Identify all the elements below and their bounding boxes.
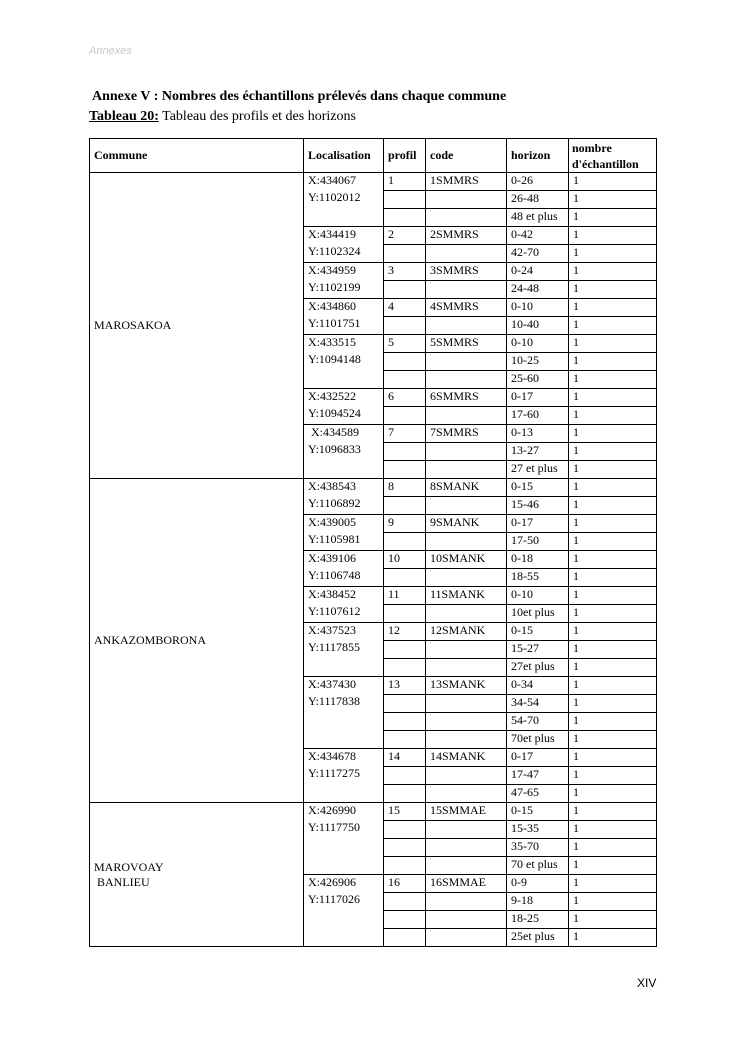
profil-cell: 11 (384, 587, 426, 605)
coord-x: X:432522 (308, 389, 356, 403)
commune-name: MAROVOAY (94, 859, 164, 874)
commune-name-line2: BANLIEU (94, 874, 150, 889)
coord-y: Y:1102199 (308, 280, 361, 294)
count-cell: 1 (569, 911, 657, 929)
coord-y: Y:1117855 (308, 640, 361, 654)
profil-cell-empty (384, 497, 426, 515)
page-number: XIV (637, 976, 657, 990)
profil-cell-empty (384, 605, 426, 623)
count-cell: 1 (569, 461, 657, 479)
count-cell: 1 (569, 713, 657, 731)
count-cell: 1 (569, 245, 657, 263)
count-cell: 1 (569, 191, 657, 209)
coord-y: Y:1094524 (308, 406, 361, 420)
count-cell: 1 (569, 839, 657, 857)
profil-cell-empty (384, 731, 426, 749)
horizon-cell: 47-65 (507, 785, 569, 803)
horizon-cell: 0-10 (507, 335, 569, 353)
coord-y: Y:1096833 (308, 442, 361, 456)
profil-cell-empty (384, 191, 426, 209)
horizon-cell: 15-46 (507, 497, 569, 515)
localisation-cell (304, 263, 384, 299)
horizon-cell: 25-60 (507, 371, 569, 389)
coord-x: X:439106 (308, 551, 356, 565)
code-cell: 9SMANK (426, 515, 507, 533)
table-header-row (90, 139, 657, 173)
code-cell-empty (426, 245, 507, 263)
count-cell: 1 (569, 821, 657, 839)
profil-cell: 2 (384, 227, 426, 245)
coord-x: X:426990 (308, 803, 356, 817)
code-cell: 12SMANK (426, 623, 507, 641)
coord-x: X:434678 (308, 749, 356, 763)
count-cell: 1 (569, 227, 657, 245)
table-row (90, 479, 657, 497)
horizon-cell: 24-48 (507, 281, 569, 299)
profil-cell: 8 (384, 479, 426, 497)
profil-cell-empty (384, 407, 426, 425)
horizon-cell: 0-13 (507, 425, 569, 443)
profil-cell-empty (384, 785, 426, 803)
coord-x: X:434419 (308, 227, 356, 241)
profil-cell: 1 (384, 173, 426, 191)
horizon-cell: 17-50 (507, 533, 569, 551)
count-cell: 1 (569, 605, 657, 623)
code-cell: 11SMANK (426, 587, 507, 605)
horizon-cell: 10-40 (507, 317, 569, 335)
coord-x: X:426906 (308, 875, 356, 889)
count-cell: 1 (569, 929, 657, 947)
horizon-cell: 15-35 (507, 821, 569, 839)
coord-y: Y:1102012 (308, 190, 361, 204)
code-cell: 16SMMAE (426, 875, 507, 893)
profil-cell-empty (384, 911, 426, 929)
count-cell: 1 (569, 443, 657, 461)
code-cell-empty (426, 353, 507, 371)
count-cell: 1 (569, 659, 657, 677)
profil-cell-empty (384, 281, 426, 299)
profiles-table (89, 138, 657, 947)
code-cell-empty (426, 695, 507, 713)
horizon-cell: 13-27 (507, 443, 569, 461)
profil-cell: 12 (384, 623, 426, 641)
horizon-cell: 0-10 (507, 587, 569, 605)
profil-cell-empty (384, 713, 426, 731)
code-cell-empty (426, 317, 507, 335)
coord-x: X:439005 (308, 515, 356, 529)
profil-cell-empty (384, 443, 426, 461)
horizon-cell: 10et plus (507, 605, 569, 623)
code-cell-empty (426, 929, 507, 947)
profil-cell-empty (384, 371, 426, 389)
profil-cell-empty (384, 317, 426, 335)
localisation-cell (304, 389, 384, 425)
code-cell-empty (426, 209, 507, 227)
profil-cell: 15 (384, 803, 426, 821)
code-cell-empty (426, 461, 507, 479)
code-cell-empty (426, 839, 507, 857)
horizon-cell: 35-70 (507, 839, 569, 857)
horizon-cell: 0-24 (507, 263, 569, 281)
profil-cell: 16 (384, 875, 426, 893)
count-cell: 1 (569, 785, 657, 803)
table-caption (89, 109, 356, 125)
count-cell: 1 (569, 407, 657, 425)
count-cell: 1 (569, 731, 657, 749)
code-cell-empty (426, 497, 507, 515)
header-horizon: horizon (507, 139, 569, 173)
code-cell-empty (426, 191, 507, 209)
horizon-cell: 48 et plus (507, 209, 569, 227)
count-cell: 1 (569, 299, 657, 317)
profil-cell-empty (384, 821, 426, 839)
profil-cell-empty (384, 641, 426, 659)
code-cell: 5SMMRS (426, 335, 507, 353)
coord-y: Y:1117838 (308, 694, 361, 708)
horizon-cell: 25et plus (507, 929, 569, 947)
code-cell-empty (426, 659, 507, 677)
profil-cell: 9 (384, 515, 426, 533)
code-cell: 4SMMRS (426, 299, 507, 317)
code-cell-empty (426, 533, 507, 551)
commune-cell (90, 479, 304, 803)
code-cell-empty (426, 821, 507, 839)
localisation-cell (304, 173, 384, 227)
profil-cell-empty (384, 929, 426, 947)
code-cell-empty (426, 281, 507, 299)
horizon-cell: 10-25 (507, 353, 569, 371)
coord-y: Y:1102324 (308, 244, 361, 258)
count-cell: 1 (569, 515, 657, 533)
code-cell: 6SMMRS (426, 389, 507, 407)
profil-cell: 3 (384, 263, 426, 281)
code-cell: 15SMMAE (426, 803, 507, 821)
code-cell-empty (426, 407, 507, 425)
count-cell: 1 (569, 353, 657, 371)
code-cell: 3SMMRS (426, 263, 507, 281)
coord-y: Y:1094148 (308, 352, 361, 366)
count-cell: 1 (569, 371, 657, 389)
horizon-cell: 27 et plus (507, 461, 569, 479)
horizon-cell: 0-17 (507, 749, 569, 767)
count-cell: 1 (569, 173, 657, 191)
horizon-cell: 34-54 (507, 695, 569, 713)
localisation-cell (304, 299, 384, 335)
horizon-cell: 0-26 (507, 173, 569, 191)
count-cell: 1 (569, 497, 657, 515)
profil-cell-empty (384, 245, 426, 263)
coord-y: Y:1117275 (308, 766, 361, 780)
commune-cell (90, 173, 304, 479)
coord-y: Y:1106748 (308, 568, 361, 582)
horizon-cell: 27et plus (507, 659, 569, 677)
table-caption-label: Tableau 20: (89, 109, 159, 124)
localisation-cell (304, 803, 384, 875)
count-cell: 1 (569, 677, 657, 695)
code-cell-empty (426, 911, 507, 929)
coord-x: X:433515 (308, 335, 356, 349)
code-cell-empty (426, 767, 507, 785)
code-cell-empty (426, 857, 507, 875)
profil-cell: 13 (384, 677, 426, 695)
horizon-cell: 9-18 (507, 893, 569, 911)
localisation-cell (304, 479, 384, 515)
horizon-cell: 54-70 (507, 713, 569, 731)
profil-cell: 6 (384, 389, 426, 407)
localisation-cell (304, 677, 384, 749)
localisation-cell (304, 515, 384, 551)
profil-cell-empty (384, 767, 426, 785)
horizon-cell: 15-27 (507, 641, 569, 659)
header-code: code (426, 139, 507, 173)
horizon-cell: 0-17 (507, 515, 569, 533)
horizon-cell: 70et plus (507, 731, 569, 749)
code-cell: 2SMMRS (426, 227, 507, 245)
count-cell: 1 (569, 263, 657, 281)
localisation-cell (304, 749, 384, 803)
coord-x: X:434860 (308, 299, 356, 313)
profil-cell-empty (384, 209, 426, 227)
header-profil: profil (384, 139, 426, 173)
count-cell: 1 (569, 623, 657, 641)
code-cell: 10SMANK (426, 551, 507, 569)
commune-cell (90, 803, 304, 947)
header-localisation: Localisation (304, 139, 384, 173)
header-nombre: nombre d'échantillon (569, 139, 657, 173)
profil-cell-empty (384, 533, 426, 551)
count-cell: 1 (569, 695, 657, 713)
horizon-cell: 0-42 (507, 227, 569, 245)
profiles-table-body (90, 139, 657, 947)
count-cell: 1 (569, 569, 657, 587)
code-cell-empty (426, 713, 507, 731)
coord-y: Y:1117750 (308, 820, 361, 834)
code-cell-empty (426, 731, 507, 749)
localisation-cell (304, 227, 384, 263)
profil-cell: 10 (384, 551, 426, 569)
code-cell-empty (426, 443, 507, 461)
horizon-cell: 0-34 (507, 677, 569, 695)
coord-y: Y:1101751 (308, 316, 361, 330)
count-cell: 1 (569, 875, 657, 893)
count-cell: 1 (569, 641, 657, 659)
coord-x: X:438452 (308, 587, 356, 601)
profil-cell-empty (384, 695, 426, 713)
profil-cell-empty (384, 461, 426, 479)
profil-cell-empty (384, 353, 426, 371)
localisation-cell (304, 551, 384, 587)
profil-cell: 14 (384, 749, 426, 767)
localisation-cell (304, 425, 384, 479)
profil-cell: 7 (384, 425, 426, 443)
coord-y: Y:1105981 (308, 532, 361, 546)
count-cell: 1 (569, 857, 657, 875)
commune-name: ANKAZOMBORONA (94, 633, 207, 647)
coord-x: X:437523 (308, 623, 356, 637)
code-cell: 1SMMRS (426, 173, 507, 191)
horizon-cell: 70 et plus (507, 857, 569, 875)
localisation-cell (304, 587, 384, 623)
profil-cell: 4 (384, 299, 426, 317)
coord-y: Y:1107612 (308, 604, 361, 618)
profil-cell: 5 (384, 335, 426, 353)
profil-cell-empty (384, 569, 426, 587)
count-cell: 1 (569, 749, 657, 767)
profil-cell-empty (384, 857, 426, 875)
code-cell-empty (426, 605, 507, 623)
code-cell-empty (426, 893, 507, 911)
annex-heading: Annexe V : Nombres des échantillons prélevés dans chaque commune (92, 89, 507, 104)
horizon-cell: 0-15 (507, 479, 569, 497)
profil-cell-empty (384, 893, 426, 911)
count-cell: 1 (569, 281, 657, 299)
table-row (90, 173, 657, 191)
code-cell-empty (426, 371, 507, 389)
horizon-cell: 0-9 (507, 875, 569, 893)
code-cell-empty (426, 569, 507, 587)
table-row (90, 803, 657, 821)
count-cell: 1 (569, 479, 657, 497)
horizon-cell: 0-15 (507, 623, 569, 641)
coord-x: X:434959 (308, 263, 356, 277)
code-cell-empty (426, 641, 507, 659)
horizon-cell: 0-10 (507, 299, 569, 317)
count-cell: 1 (569, 335, 657, 353)
header-commune: Commune (90, 139, 304, 173)
horizon-cell: 0-15 (507, 803, 569, 821)
coord-y: Y:1106892 (308, 496, 361, 510)
horizon-cell: 17-47 (507, 767, 569, 785)
code-cell: 14SMANK (426, 749, 507, 767)
horizon-cell: 18-25 (507, 911, 569, 929)
count-cell: 1 (569, 533, 657, 551)
code-cell: 7SMMRS (426, 425, 507, 443)
coord-x: X:434589 (308, 425, 359, 439)
count-cell: 1 (569, 209, 657, 227)
horizon-cell: 0-17 (507, 389, 569, 407)
profil-cell-empty (384, 839, 426, 857)
code-cell: 13SMANK (426, 677, 507, 695)
running-head: Annexes (89, 45, 132, 57)
horizon-cell: 26-48 (507, 191, 569, 209)
count-cell: 1 (569, 389, 657, 407)
profil-cell-empty (384, 659, 426, 677)
count-cell: 1 (569, 767, 657, 785)
table-caption-text: Tableau des profils et des horizons (158, 109, 356, 124)
localisation-cell (304, 875, 384, 947)
code-cell-empty (426, 785, 507, 803)
horizon-cell: 17-60 (507, 407, 569, 425)
horizon-cell: 0-18 (507, 551, 569, 569)
horizon-cell: 42-70 (507, 245, 569, 263)
commune-name: MAROSAKOA (94, 318, 172, 332)
localisation-cell (304, 335, 384, 389)
coord-x: X:438543 (308, 479, 356, 493)
count-cell: 1 (569, 317, 657, 335)
count-cell: 1 (569, 551, 657, 569)
count-cell: 1 (569, 803, 657, 821)
coord-x: X:437430 (308, 677, 356, 691)
code-cell: 8SMANK (426, 479, 507, 497)
count-cell: 1 (569, 587, 657, 605)
horizon-cell: 18-55 (507, 569, 569, 587)
count-cell: 1 (569, 425, 657, 443)
localisation-cell (304, 623, 384, 677)
coord-y: Y:1117026 (308, 892, 361, 906)
coord-x: X:434067 (308, 173, 356, 187)
count-cell: 1 (569, 893, 657, 911)
